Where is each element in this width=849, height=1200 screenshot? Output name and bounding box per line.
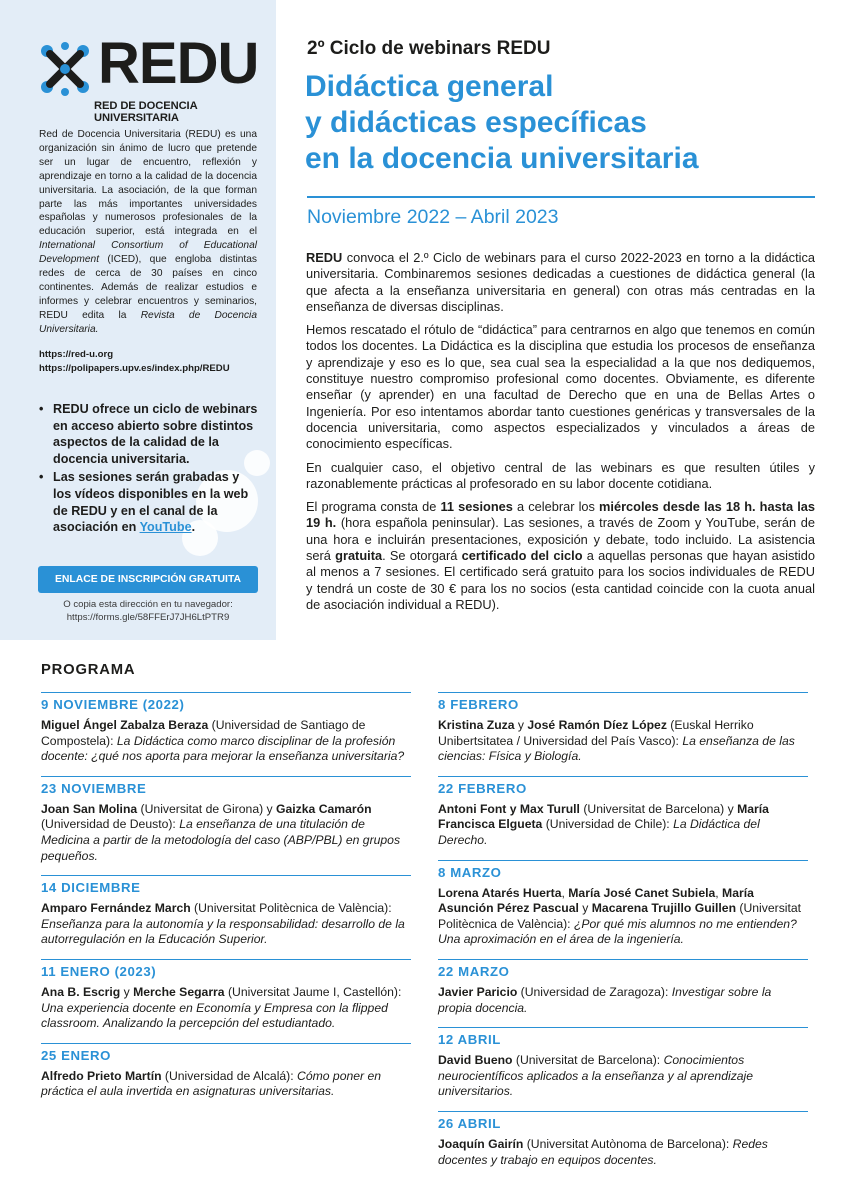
intro-text [306, 250, 815, 620]
session-item [438, 860, 808, 948]
session-speaker: Miguel Ángel Zabalza Beraza [41, 718, 209, 732]
series-title: 2º Ciclo de webinars REDU [307, 38, 551, 59]
program-column-right [438, 692, 808, 1179]
program-heading: PROGRAMA [41, 662, 136, 678]
session-talk-title: Investigar sobre la propia docencia. [438, 984, 772, 1015]
session-talk-title: Conocimientos neurocientíficos aplicados a la enseñanza y al aprendizaje universitarios. [438, 1053, 754, 1099]
session-item [41, 776, 411, 864]
session-description [41, 802, 411, 864]
session-date: 8 FEBRERO [438, 692, 808, 713]
session-affiliation: (Universitat Politècnica de València): [190, 901, 392, 916]
session-affiliation: (Universitat de Barcelona) y [579, 801, 738, 816]
session-description [41, 718, 411, 765]
session-affiliation: (Euskal Herriko Unibertsitatea / Universidad del País Vasco): [438, 718, 754, 748]
session-speaker: Amparo Fernández March [41, 901, 191, 916]
registration-note [40, 599, 256, 624]
registration-url[interactable]: https://forms.gle/58FFErJ7JH6LtPTR9 [66, 611, 230, 623]
session-item [41, 875, 411, 948]
session-description [438, 718, 808, 765]
session-affiliation: y [578, 901, 592, 916]
session-speaker: Gaizka Camarón [276, 801, 372, 816]
session-affiliation: (Universitat de Girona) y [137, 801, 277, 816]
divider [307, 196, 815, 198]
session-affiliation: (Universidad de Deusto): [41, 817, 180, 832]
session-date: 9 NOVIEMBRE (2022) [41, 692, 411, 713]
session-talk-title: ¿Por qué mis alumnos no me entienden? Una aproximación en el área de la ingeniería. [438, 916, 797, 947]
session-description [438, 1137, 808, 1168]
intro-paragraph: REDU convoca el 2.º Ciclo de webinars para el curso 2022-2023 en torno a la didáctica universitaria. Combinaremos sesiones dedicadas a cuestiones de didáctica general (la que afecta a la enseñanza universitaria en general) con otras más centradas en la enseñanza de diversas disciplinas. [306, 250, 815, 314]
session-affiliation: y [120, 984, 134, 999]
list-item: • Las sesiones serán grabadas y los vídeos disponibles en la web de REDU y en el canal de la asociación en YouTube. [37, 469, 259, 535]
session-date: 22 MARZO [438, 959, 808, 980]
session-date: 11 ENERO (2023) [41, 959, 411, 980]
redu-logo-icon [38, 42, 92, 96]
session-speaker: Alfredo Prieto Martín [41, 1068, 162, 1083]
session-item [41, 692, 411, 765]
session-description [41, 985, 411, 1032]
session-speaker: David Bueno [438, 1053, 513, 1068]
session-speaker: María Asunción Pérez Pascual [438, 885, 754, 916]
session-affiliation: (Universitat Jaume I, Castellón): [224, 984, 402, 999]
logo-subtitle: RED DE DOCENCIA UNIVERSITARIA [94, 100, 198, 124]
session-date: 14 DICIEMBRE [41, 875, 411, 896]
session-description [41, 901, 411, 948]
session-description [41, 1069, 411, 1100]
session-talk-title: Enseñanza para la autonomía y la responsabilidad: desarrollo de la autorregulación en la Educación Superior. [41, 916, 405, 947]
session-item [438, 776, 808, 849]
session-speaker: Antoni Font y Max Turull [438, 801, 580, 816]
journal-link[interactable]: https://polipapers.upv.es/index.php/REDU [39, 363, 230, 374]
session-item [41, 959, 411, 1032]
program-column-left [41, 692, 411, 1111]
session-talk-title: Cómo poner en práctica el aula invertida en asignaturas universitarias. [41, 1068, 382, 1099]
session-affiliation: (Universidad de Chile): [542, 817, 674, 832]
session-speaker: Macarena Trujillo Guillen [591, 901, 737, 916]
session-talk-title: La Didáctica como marco disciplinar de la profesión docente: ¿qué nos aporta para mejorar la enseñanza universitaria? [41, 733, 405, 764]
session-affiliation: (Universitat de Barcelona): [512, 1053, 664, 1068]
session-talk-title: La enseñanza de las ciencias: Física y Biología. [438, 733, 795, 764]
session-date: 22 FEBRERO [438, 776, 808, 797]
session-affiliation: , [561, 885, 569, 900]
youtube-link[interactable]: YouTube [139, 520, 192, 535]
intro-paragraph: El programa consta de 11 sesiones a celebrar los miércoles desde las 18 h. hasta las 19 h. (hora española peninsular). Las sesiones, a través de Zoom y YouTube, serán de una hora e incluirán presentaciones, exposición y debate, todo incluido. La asistencia será gratuita. Se otorgará certificado del ciclo a aquellas personas que hayan asistido al menos a 7 sesiones. El certificado será gratuito para los socios individuales de REDU y tendrá un coste de 30 € para los no socios (esta cantidad coincide con la cuota anual de asociación individual a REDU). [306, 499, 816, 612]
registration-button[interactable]: ENLACE DE INSCRIPCIÓN GRATUITA [38, 566, 258, 593]
session-item [438, 1111, 808, 1168]
session-speaker: María José Canet Subiela [568, 885, 716, 900]
date-range: Noviembre 2022 – Abril 2023 [307, 206, 559, 228]
session-affiliation: y [514, 718, 528, 732]
session-speaker: Lorena Atarés Huerta [438, 885, 562, 900]
website-link[interactable]: https://red-u.org [39, 349, 114, 360]
session-speaker: Ana B. Escrig [41, 984, 121, 999]
session-affiliation: (Universitat Autònoma de Barcelona): [523, 1136, 733, 1151]
session-description [438, 802, 808, 849]
session-affiliation: , [715, 885, 723, 900]
session-talk-title: La enseñanza de una titulación de Medicina a partir de la metodología del caso (ABP/PBL) en grupos pequeños. [41, 817, 401, 863]
session-talk-title: La Didáctica del Derecho. [438, 817, 760, 847]
session-speaker: Joan San Molina [41, 801, 138, 816]
intro-paragraph: Hemos rescatado el rótulo de “didáctica” para centrarnos en algo que tenemos en común todos los docentes. La Didáctica es la disciplina que estudia los procesos de enseñanza y aprendizaje y eso es lo que, sea cual sea la especialidad a la que nos dediquemos, constituye nuestro compromiso profesional como docentes. Obviamente, es diferente enseñar (y aprender) en una facultad de Derecho que en una de Bellas Artes o Ingeniería. Por eso intentamos abordar tanto cuestiones genéricas y transversales de la docencia universitaria, como aspectos especializados y vinculados a áreas de conocimiento específicas. [306, 322, 815, 452]
logo-wordmark: REDU [98, 31, 259, 96]
session-talk-title: Una experiencia docente en Economía y Empresa con la flipped classroom. Analizando la percepción del estudiantado. [41, 1000, 388, 1031]
list-item: • REDU ofrece un ciclo de webinars en acceso abierto sobre distintos aspectos de la calidad de la docencia universitaria. [37, 401, 259, 467]
session-date: 23 NOVIEMBRE [41, 776, 411, 797]
session-description [438, 886, 808, 948]
sidebar-panel [0, 0, 276, 640]
session-item [438, 692, 808, 765]
intro-paragraph: En cualquier caso, el objetivo central de las webinars es que resulten útiles y razonablemente prácticas al profesorado en su labor docente cotidiana. [306, 459, 815, 491]
session-description [438, 985, 808, 1016]
about-paragraph: Red de Docencia Universitaria (REDU) es una organización sin ánimo de lucro que pretende ser un lugar de encuentro, reflexión y aprendizaje en torno a la calidad de la docencia universitaria. La asociación, de la que forman parte las más importantes universidades españolas y numerosos profesionales de la educación superior, está integrada en el International Consortium of Educational Development (ICED), que engloba distintas redes de cerca de 30 países en cinco continentes. Además de realizar estudios e informes y celebrar encuentros y seminarios, REDU edita la Revista de Docencia Universitaria. [39, 129, 257, 335]
session-speaker: Javier Paricio [438, 984, 518, 999]
session-item [41, 1043, 411, 1100]
session-speaker: Merche Segarra [133, 984, 225, 999]
session-talk-title: Redes docentes y trabajo en equipos docentes. [438, 1136, 768, 1167]
page-title: Didáctica general y didácticas específicas en la docencia universitaria [305, 70, 699, 175]
session-date: 12 ABRIL [438, 1027, 808, 1048]
session-date: 8 MARZO [438, 860, 808, 881]
session-affiliation: (Universitat Politècnica de València): [438, 901, 802, 931]
session-item [438, 959, 808, 1016]
session-description [438, 1053, 808, 1100]
session-item [438, 1027, 808, 1100]
session-affiliation: (Universidad de Alcalá): [161, 1068, 298, 1083]
session-speaker: José Ramón Díez López [527, 718, 667, 732]
session-speaker: Kristina Zuza [438, 718, 515, 732]
session-speaker: Joaquín Gairín [438, 1136, 524, 1151]
highlights-list [37, 401, 259, 538]
session-date: 26 ABRIL [438, 1111, 808, 1132]
session-affiliation: (Universidad de Santiago de Compostela): [41, 718, 366, 748]
session-speaker: María Francisca Elgueta [438, 801, 769, 832]
registration-note-label: O copia esta dirección en tu navegador: [63, 599, 233, 610]
links-block [39, 348, 230, 376]
session-affiliation: (Universidad de Zaragoza): [517, 984, 672, 999]
redu-logo [38, 31, 260, 124]
session-date: 25 ENERO [41, 1043, 411, 1064]
